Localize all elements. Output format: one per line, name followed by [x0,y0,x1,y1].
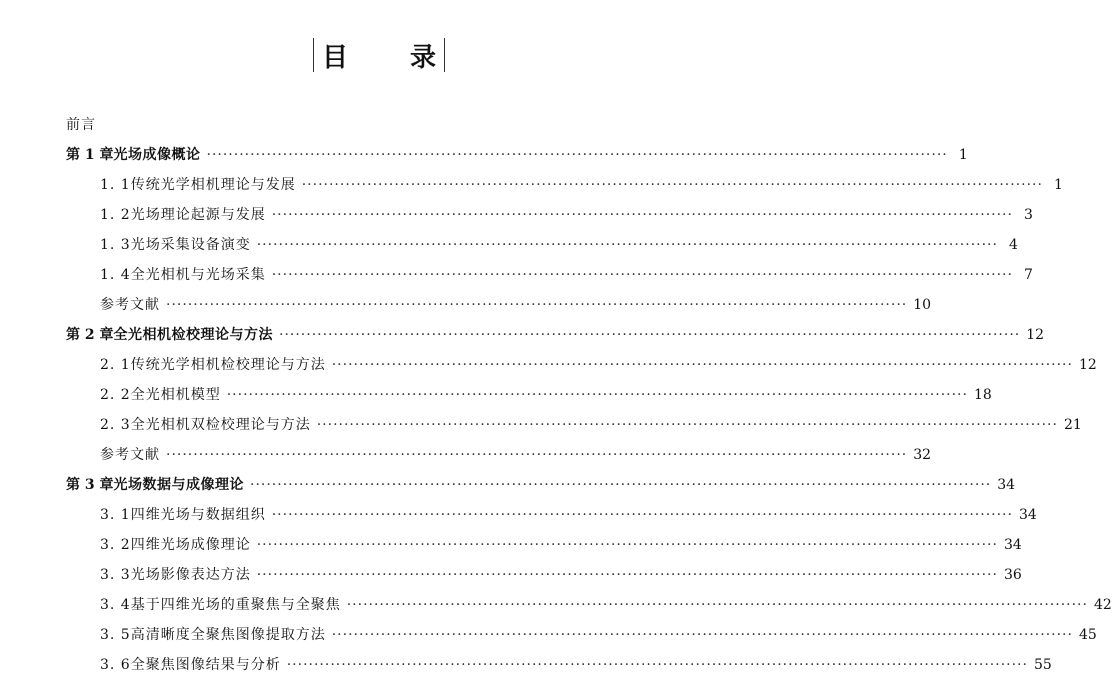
section-number: 3. 4 [100,597,131,613]
chapter-number: 第 1 章 [66,147,114,163]
dot-leader: ········································································································································ [226,387,968,403]
section-title: 光场影像表达方法 [130,567,251,583]
toc-section-1-1[interactable] [100,170,1063,200]
toc-references-1[interactable] [100,290,932,320]
dot-leader: ········································································································································ [166,297,908,313]
page-number: 3 [1024,207,1033,223]
toc-section-2-2[interactable] [100,380,992,410]
section-number: 2. 1 [100,357,131,373]
preface-label: 前言 [66,117,96,133]
toc-section-3-6[interactable] [100,650,1052,680]
section-number: 1. 4 [100,267,131,283]
section-title: 全光相机模型 [130,387,221,403]
section-title: 传统光学相机检校理论与方法 [130,357,326,373]
page-number: 12 [1078,357,1097,373]
toc-section-3-3[interactable] [100,560,1022,590]
page-number: 32 [913,447,932,463]
section-number: 3. 5 [100,627,131,643]
dot-leader: ········································································································································ [316,417,1058,433]
section-title: 全光相机双检校理论与方法 [130,417,311,433]
page-number: 21 [1063,417,1082,433]
title-char-1: 目 [321,42,348,73]
dot-leader: ········································································································································ [256,567,998,583]
toc-chapter-2[interactable] [66,320,1045,350]
page-number: 42 [1093,597,1112,613]
toc-references-2[interactable] [100,440,932,470]
section-title: 高清晰度全聚焦图像提取方法 [130,627,326,643]
toc-section-2-3[interactable] [100,410,1082,440]
section-title: 参考文献 [100,297,160,313]
dot-leader: ········································································································································ [256,237,998,253]
dot-leader: ········································································································································ [271,267,1013,283]
chapter-number: 第 2 章 [66,327,114,343]
chapter-title: 光场数据与成像理论 [113,477,244,493]
page-number: 1 [1054,177,1063,193]
toc-section-3-1[interactable] [100,500,1037,530]
toc-section-3-5[interactable] [100,620,1097,650]
section-number: 3. 2 [100,537,131,553]
page-number: 4 [1009,237,1018,253]
title-char-2: 录 [410,42,437,73]
section-title: 基于四维光场的重聚焦与全聚焦 [130,597,341,613]
dot-leader: ········································································································································ [166,447,908,463]
toc-section-1-2[interactable] [100,200,1033,230]
chapter-title: 全光相机检校理论与方法 [113,327,273,343]
dot-leader: ········································································································································ [271,507,1013,523]
section-number: 2. 2 [100,387,131,403]
page-number: 55 [1033,657,1052,673]
chapter-title: 光场成像概论 [113,147,201,163]
page-number: 18 [973,387,992,403]
section-title: 全光相机与光场采集 [130,267,266,283]
toc-section-1-4[interactable] [100,260,1033,290]
toc-section-3-4[interactable] [100,590,1112,620]
dot-leader: ········································································································································ [279,327,1021,343]
toc-section-2-1[interactable] [100,350,1097,380]
dot-leader: ········································································································································ [250,477,992,493]
section-number: 3. 1 [100,507,131,523]
dot-leader: ········································································································································ [256,537,998,553]
section-title: 四维光场与数据组织 [130,507,266,523]
section-number: 3. 3 [100,567,131,583]
section-title: 参考文献 [100,447,160,463]
page-number: 34 [1018,507,1037,523]
toc-chapter-3[interactable] [66,470,1016,500]
dot-leader: ········································································································································ [331,627,1073,643]
toc-section-1-3[interactable] [100,230,1018,260]
section-title: 全聚焦图像结果与分析 [130,657,281,673]
dot-leader: ········································································································································ [286,657,1028,673]
dot-leader: ········································································································································ [271,207,1013,223]
section-title: 光场采集设备演变 [130,237,251,253]
section-number: 2. 3 [100,417,131,433]
dot-leader: ········································································································································ [301,177,1043,193]
page-number: 10 [913,297,932,313]
page-number: 34 [997,477,1016,493]
dot-leader: ········································································································································ [331,357,1073,373]
dot-leader: ········································································································································ [346,597,1088,613]
dot-leader: ········································································································································ [206,147,948,163]
section-title: 传统光学相机理论与发展 [130,177,296,193]
page-number: 34 [1003,537,1022,553]
section-number: 1. 2 [100,207,131,223]
page-number: 45 [1078,627,1097,643]
page-number: 7 [1024,267,1033,283]
page-number: 12 [1026,327,1045,343]
section-title: 四维光场成像理论 [130,537,251,553]
section-number: 3. 6 [100,657,131,673]
page-number: 36 [1003,567,1022,583]
page-number: 1 [958,147,968,163]
section-number: 1. 1 [100,177,131,193]
toc-preface[interactable] [66,110,266,140]
toc-section-3-2[interactable] [100,530,1022,560]
section-number: 1. 3 [100,237,131,253]
toc-title [0,36,758,74]
section-title: 光场理论起源与发展 [130,207,266,223]
chapter-number: 第 3 章 [66,477,114,493]
toc-chapter-1[interactable] [66,140,968,170]
title-bar-right [444,38,445,72]
